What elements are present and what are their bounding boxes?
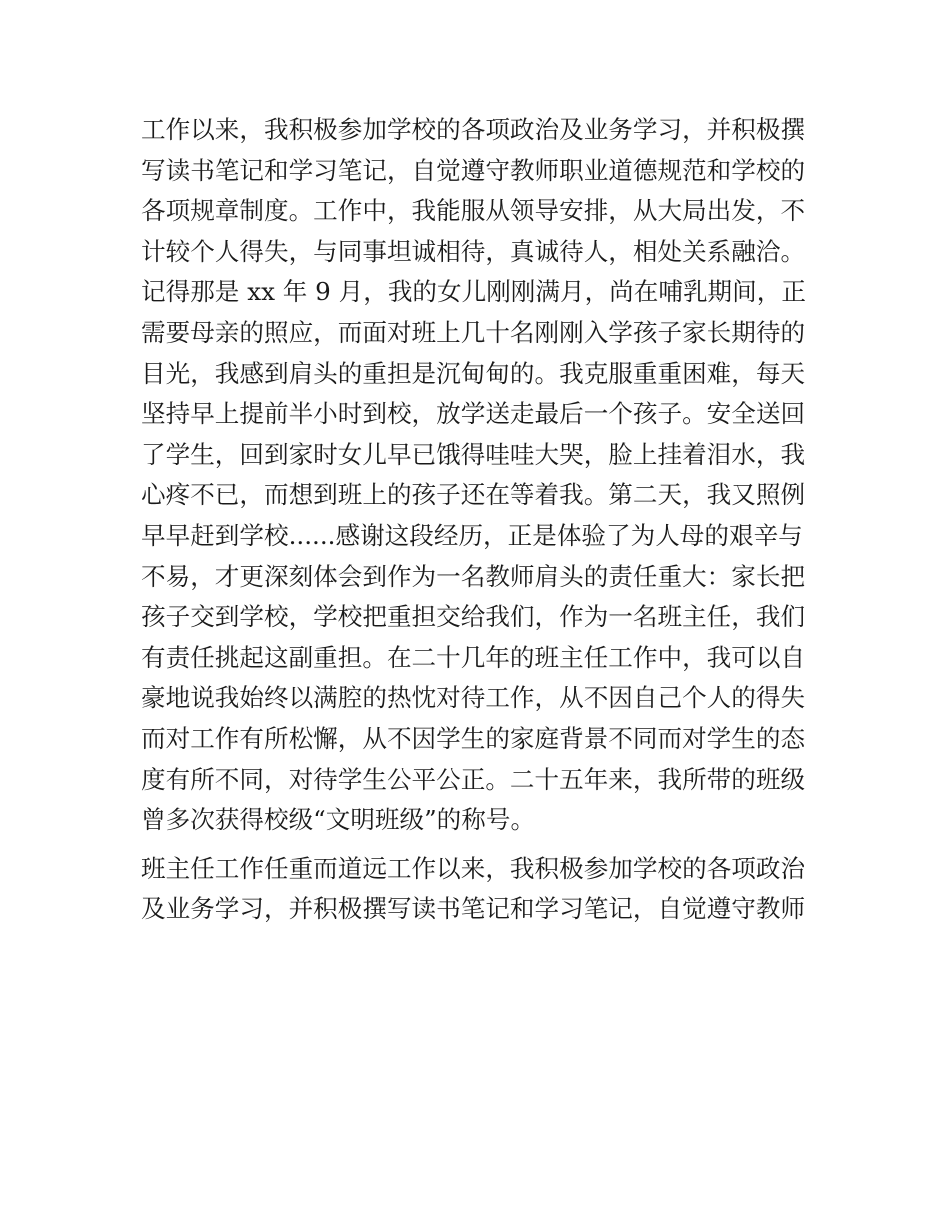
text-line: 豪地说我始终以满腔的热忱对待工作，从不因自己个人的得失: [141, 683, 806, 713]
text-line: 写读书笔记和学习笔记，自觉遵守教师职业道德规范和学校的: [141, 155, 806, 185]
text-line: 曾多次获得校级“文明班级”的称号。: [141, 805, 536, 835]
text-line: 有责任挑起这副重担。在二十几年的班主任工作中，我可以自: [141, 642, 806, 672]
text-line: 心疼不已，而想到班上的孩子还在等着我。第二天，我又照例: [141, 480, 806, 510]
text-line: 计较个人得失，与同事坦诚相待，真诚待人，相处关系融洽。: [141, 236, 806, 266]
document-body: [141, 110, 821, 930]
text-line: 孩子交到学校，学校把重担交给我们，作为一名班主任，我们: [141, 602, 806, 632]
text-line: 工作以来，我积极参加学校的各项政治及业务学习，并积极撰: [141, 115, 806, 144]
text-line: 早早赶到学校......感谢这段经历，正是体验了为人母的艰辛与: [141, 520, 803, 550]
text-line: 班主任工作任重而道远工作以来，我积极参加学校的各项政治: [141, 853, 806, 883]
text-line: 不易，才更深刻体会到作为一名教师肩头的责任重大：家长把: [141, 561, 806, 591]
text-line: 度有所不同，对待学生公平公正。二十五年来，我所带的班级: [141, 764, 806, 794]
text-line: 各项规章制度。工作中，我能服从领导安排，从大局出发，不: [141, 196, 806, 226]
text-line: 而对工作有所松懈，从不因学生的家庭背景不同而对学生的态: [141, 723, 806, 753]
text-line: 需要母亲的照应，而面对班上几十名刚刚入学孩子家长期待的: [141, 317, 806, 347]
text-line: 坚持早上提前半小时到校，放学送走最后一个孩子。安全送回: [141, 399, 806, 429]
text-line: 及业务学习，并积极撰写读书笔记和学习笔记，自觉遵守教师: [141, 894, 806, 924]
text-line: 记得那是 xx 年 9 月，我的女儿刚刚满月，尚在哺乳期间，正: [141, 277, 806, 307]
text-line: 了学生，回到家时女儿早已饿得哇哇大哭，脸上挂着泪水，我: [141, 439, 806, 469]
text-line: 目光，我感到肩头的重担是沉甸甸的。我克服重重困难，每天: [141, 358, 806, 388]
